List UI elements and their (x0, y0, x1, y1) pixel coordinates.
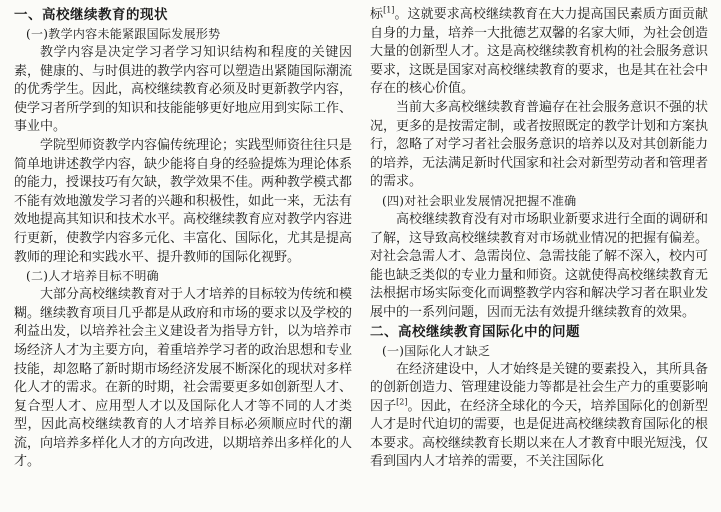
section-heading-1: 一、高校继续教育的现状 (14, 7, 168, 23)
paragraph: 高校继续教育没有对市场职业新要求进行全面的调研和了解，这导致高校继续教育对市场就业情况的把握有偏差。对社会急需人才、急需岗位、急需技能了解不深入，校内可能也缺乏类似的专业力量和师资。这就使得高校继续教育无法根据市场实际变化而调整教学内容和解决学习者在职业发展中的一系列问题，因而无法有效提升继续教育的效果。 (370, 211, 709, 320)
paragraph: 大部分高校继续教育对于人才培养的目标较为传统和模糊。继续教育项目几乎都是从政府和市场的要求以及学校的利益出发，以培养社会主义建设者为指导方针，以为培养市场经济人才为主要方向，着重培养学习者的政治思想和专业技能，却忽略了新时期市场经济发展不断深化的现状对多样化人才的需求。在新的时期，社会需要更多如创新型人才、复合型人才、应用型人才以及国际化人才等不同的人才类型，因此高校继续教育的人才培养目标必须顺应时代的潮流，向培养多样化人才的方向改进，以期培养出多样化的人才。 (14, 287, 353, 470)
paragraph-continued: 标[1]。这就要求高校继续教育在大力提高国民素质方面贡献自身的力量，培养一大批德艺双馨的名家大师，为社会创造大量的创新型人才。这是高校继续教育机构的社会服务意识要求，这既是国家对高校继续教育的要求，也是其在社会中存在的核心价值。 (370, 5, 709, 97)
section-heading-2: 二、高校继续教育国际化中的问题 (370, 323, 580, 340)
citation-marker: [1] (383, 5, 395, 15)
paragraph: 教学内容是决定学习者学习知识结构和程度的关键因素，健康的、与时俱进的教学内容可以塑造出紧随国际潮流的优秀学生。因此，高校继续教育必须及时更新教学内容，使学习者所学到的知识和技能能够更好地应用到实际工作、事业中。 (14, 45, 353, 135)
subsection-heading-4: (四)对社会职业发展情况把握不准确 (382, 193, 577, 208)
paragraph: 学院型师资教学内容偏传统理论；实践型师资往往只是简单地讲述教学内容，缺少能将自身的经验提炼为理论体系的能力，授课技巧有欠缺，教学效果不佳。两种教学模式都不能有效地激发学习者的兴趣和积极性，如此一来，无法有效地提高其知识和技术水平。高校继续教育应对教学内容进行更新，使教学内容多元化、丰富化、国际化，尤其是提高教师的理论和实践水平、提升教师的国际化视野。 (14, 137, 353, 265)
left-column (14, 6, 352, 472)
subsection-heading-1: (一)教学内容未能紧跟国际发展形势 (26, 27, 221, 41)
paragraph: 当前大多高校继续教育普遍存在社会服务意识不强的状况，更多的是按需定制，或者按照既定的教学计划和方案执行，忽略了对学习者社会服务意识的培养以及对其创新能力的培养，无法满足新时代国家和社会对新型劳动者和管理者的需求。 (370, 99, 709, 190)
subsection-heading-5: (一)国际化人才缺乏 (382, 343, 491, 358)
paragraph: 在经济建设中，人才始终是关键的要素投入，其所具备的创新创造力、管理建设能力等都是社会生产力的重要影响因子[2]。因此，在经济全球化的今天，培养国际化的创新型人才是时代迫切的需要，也是促进高校继续教育国际化的根本要求。高校继续教育长期以来在人才教育中眼光短浅，仅看到国内人才培养的需要，不关注国际化 (370, 361, 709, 470)
subsection-heading-2: (二)人才培养目标不明确 (26, 269, 159, 284)
right-column (370, 6, 708, 472)
citation-marker: [2] (396, 397, 408, 407)
